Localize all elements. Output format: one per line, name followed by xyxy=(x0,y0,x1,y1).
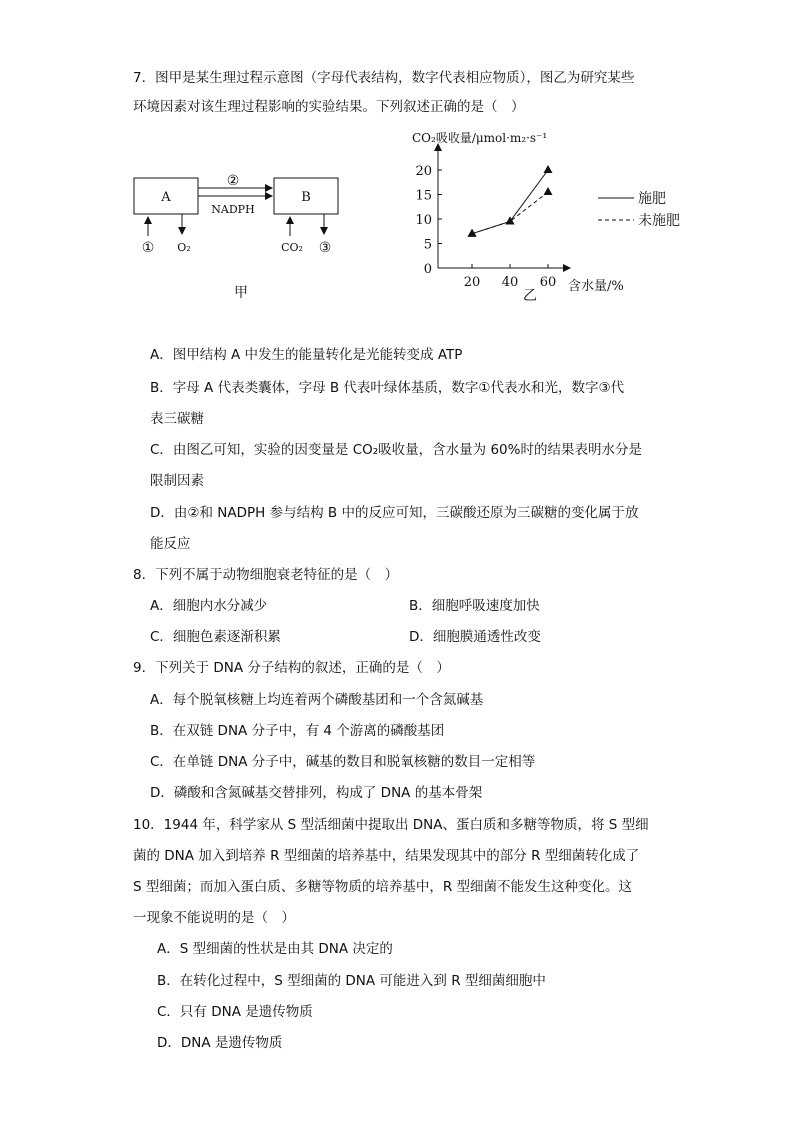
b-input-label: CO₂ xyxy=(281,241,303,254)
q7-option-b-line2: 表三碳糖 xyxy=(150,411,204,427)
q7-option-d-line1: D．由②和 NADPH 参与结构 B 中的反应可知，三碳酸还原为三碳糖的变化属于放 xyxy=(150,505,639,521)
diagram-jia-caption: 甲 xyxy=(234,285,248,301)
q9-option-c: C．在单链 DNA 分子中，碱基的数目和脱氧核糖的数目一定相等 xyxy=(150,754,536,770)
arrow-top-label: ② xyxy=(226,173,240,189)
q10-stem-line4: 一现象不能说明的是（ ） xyxy=(133,910,295,926)
diagram-jia xyxy=(120,160,360,310)
q8-option-c: C．细胞色素逐渐积累 xyxy=(150,629,281,645)
q7-option-b-line1: B．字母 A 代表类囊体，字母 B 代表叶绿体基质，数字①代表水和光，数字③代 xyxy=(150,380,625,396)
y-tick-label: 10 xyxy=(415,213,432,228)
x-tick-label: 40 xyxy=(501,275,519,290)
q7-option-c-line1: C．由图乙可知，实验的因变量是 CO₂吸收量，含水量为 60%时的结果表明水分是 xyxy=(150,442,642,458)
q10-option-c: C．只有 DNA 是遗传物质 xyxy=(157,1004,313,1020)
q8-option-a: A．细胞内水分减少 xyxy=(150,598,268,614)
x-tick-label: 60 xyxy=(539,275,557,290)
q8-option-b: B．细胞呼吸速度加快 xyxy=(409,598,540,614)
q10-stem-line2: 菌的 DNA 加入到培养 R 型细菌的培养基中，结果发现其中的部分 R 型细菌转化成了 xyxy=(133,848,640,864)
data-point-triangle xyxy=(544,165,553,173)
q7-option-d-line2: 能反应 xyxy=(150,536,191,552)
q10-option-a: A．S 型细菌的性状是由其 DNA 决定的 xyxy=(157,941,393,957)
chart-ylabel: CO₂吸收量/μmol·m₂·s⁻¹ xyxy=(412,131,548,145)
q10-stem-line1: 10．1944 年，科学家从 S 型活细菌中提取出 DNA、蛋白质和多糖等物质，将 S 型细 xyxy=(133,817,649,833)
legend-label: 施肥 xyxy=(638,191,666,207)
q9-option-d: D．磷酸和含氮碱基交替排列，构成了 DNA 的基本骨架 xyxy=(150,785,483,801)
x-tick-label: 20 xyxy=(463,275,481,290)
series-line-unfertilized xyxy=(472,192,548,234)
a-output-label: O₂ xyxy=(177,241,191,254)
q7-stem-line1: 7．图甲是某生理过程示意图（字母代表结构，数字代表相应物质），图乙为研究某些 xyxy=(133,70,635,86)
q9-stem: 9．下列关于 DNA 分子结构的叙述，正确的是（ ） xyxy=(133,660,450,676)
q7-option-c-line2: 限制因素 xyxy=(150,473,204,489)
arrow-bottom-label: NADPH xyxy=(211,203,255,216)
q10-option-d: D．DNA 是遗传物质 xyxy=(157,1035,283,1051)
q9-option-a: A．每个脱氧核糖上均连着两个磷酸基团和一个含氮碱基 xyxy=(150,692,484,708)
legend-label: 未施肥 xyxy=(638,213,680,229)
y-tick-label: 20 xyxy=(415,164,432,179)
box-a-label: A xyxy=(161,190,171,205)
data-point-triangle xyxy=(544,187,553,195)
a-input-label: ① xyxy=(141,240,155,256)
y-tick-label: 15 xyxy=(415,188,432,204)
q7-option-a: A．图甲结构 A 中发生的能量转化是光能转变成 ATP xyxy=(150,347,463,363)
q10-option-b: B．在转化过程中，S 型细菌的 DNA 可能进入到 R 型细菌细胞中 xyxy=(157,973,546,989)
q8-option-d: D．细胞膜通透性改变 xyxy=(409,629,541,645)
b-output-label: ③ xyxy=(318,240,332,256)
box-b-label: B xyxy=(301,190,311,205)
y-tick-label: 5 xyxy=(423,237,432,253)
q9-option-b: B．在双链 DNA 分子中，有 4 个游离的磷酸基团 xyxy=(150,723,445,739)
q8-stem: 8．下列不属于动物细胞衰老特征的是（ ） xyxy=(133,567,399,583)
y-tick-label: 0 xyxy=(423,262,432,277)
chart-xlabel: 含水量/% xyxy=(568,279,624,294)
q10-stem-line3: S 型细菌；而加入蛋白质、多糖等物质的培养基中，R 型细菌不能发生这种变化。这 xyxy=(133,879,633,895)
chart-yi xyxy=(400,122,690,302)
q7-stem-line2: 环境因素对该生理过程影响的实验结果。下列叙述正确的是（ ） xyxy=(133,99,525,115)
chart-caption-yi: 乙 xyxy=(523,288,537,302)
